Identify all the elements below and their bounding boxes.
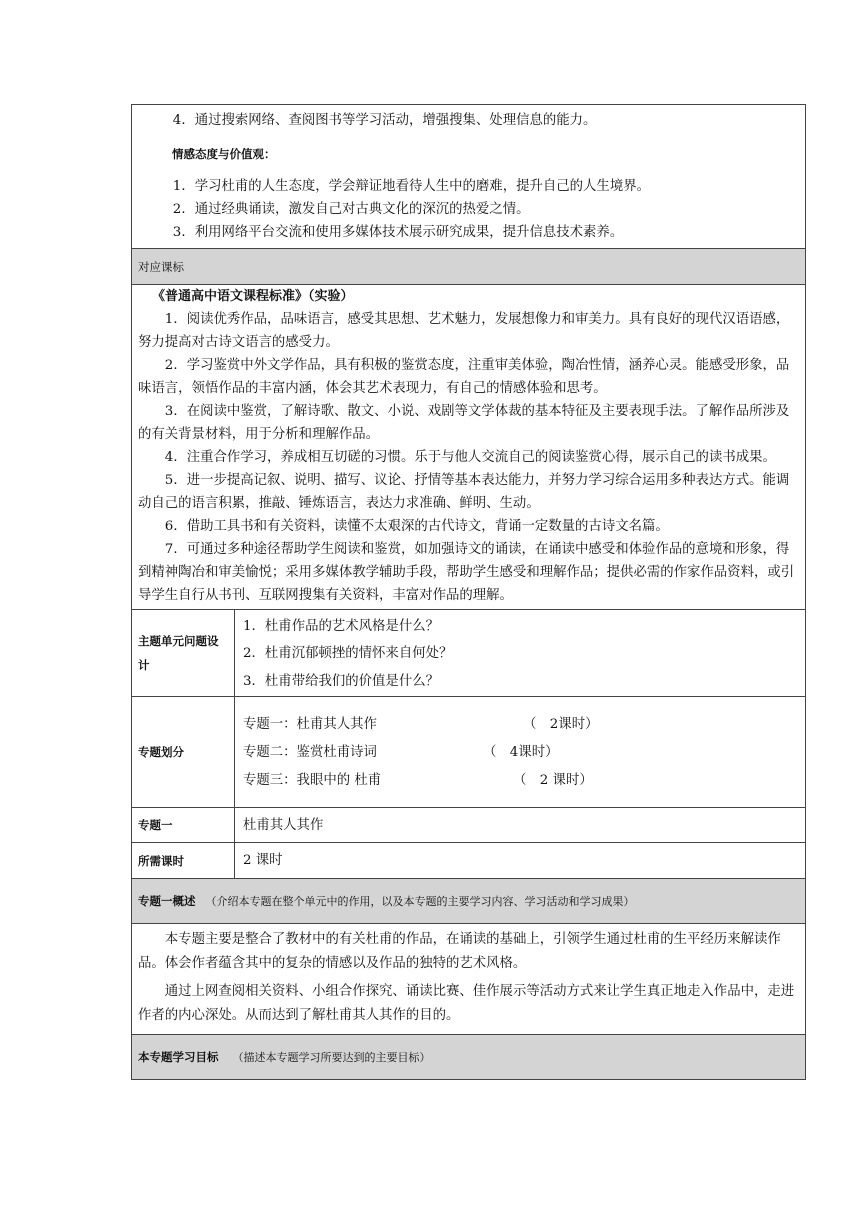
overview-paragraph: 本专题主要是整合了教材中的有关杜甫的作品，在诵读的基础上，引领学生通过杜甫的生平经历来解读作品。体会作者蕴含其中的复杂的情感以及作品的独特的艺术风格。	[138, 932, 781, 971]
question-item: 3．杜甫带给我们的价值是什么？	[243, 674, 439, 689]
emotion-heading: 情感态度与价值观：	[172, 146, 276, 161]
goals-label: 本专题学习目标	[138, 1050, 219, 1064]
standard-item: 5．进一步提高记叙、说明、描写、议论、抒情等基本表达能力，并努力学习综合运用多种表达方式。能调动自己的语言积累，推敲、锤炼语言，表达力求准确、鲜明、生动。	[138, 473, 790, 511]
question-item: 1．杜甫作品的艺术风格是什么？	[243, 619, 439, 634]
topic1-label: 专题一	[132, 808, 235, 842]
standard-item: 4．注重合作学习，养成相互切磋的习惯。乐于与他人交流自己的阅读鉴赏心得，展示自己的读书成果。	[164, 450, 776, 465]
standards-header: 对应课标	[138, 259, 184, 274]
standard-item: 2．学习鉴赏中外文学作品，具有积极的鉴赏态度，注重审美体验，陶冶性情，涵养心灵。能感受形象，品味语言，领悟作品的丰富内涵，体会其艺术表现力，有自己的情感体验和思考。	[138, 358, 790, 396]
topic1-value: 杜甫其人其作	[243, 817, 324, 833]
overview-note: （介绍本专题在整个单元中的作用，以及本专题的主要学习内容、学习活动和学习成果）	[205, 895, 635, 908]
emotion-item: 1．学习杜甫的人生态度，学会辩证地看待人生中的磨难，提升自己的人生境界。	[172, 179, 650, 194]
questions-list	[235, 610, 805, 696]
topics-row	[132, 697, 805, 808]
topic-hours: （ 2 课时）	[513, 773, 593, 788]
goals-header-row	[132, 1035, 805, 1079]
goals-note: （描述本专题学习所要达到的主要目标）	[232, 1051, 431, 1064]
questions-row	[132, 610, 805, 697]
emotion-item: 2．通过经典诵读，激发自己对古典文化的深沉的热爱之情。	[172, 202, 530, 217]
standard-item: 1．阅读优秀作品，品味语言，感受其思想、艺术魅力，发展想像力和审美力。具有良好的现代汉语语感，努力提高对古诗文语言的感受力。	[138, 312, 790, 350]
hours-value: 2 课时	[243, 853, 283, 868]
emotion-item: 3．利用网络平台交流和使用多媒体技术展示研究成果，提升信息技术素养。	[172, 225, 624, 240]
topic-hours: （ 2课时）	[523, 717, 599, 732]
overview-content	[132, 924, 805, 1035]
overview-paragraph: 通过上网查阅相关资料、小组合作探究、诵读比赛、佳作展示等活动方式来让学生真正地走入作品中，走进作者的内心深处。从而达到了解杜甫其人其作的目的。	[138, 984, 795, 1023]
standards-content	[132, 285, 805, 610]
lesson-plan-table	[131, 104, 806, 1080]
standard-item: 7．可通过多种途径帮助学生阅读和鉴赏，如加强诗文的诵读，在诵读中感受和体验作品的意境和形象，得到精神陶冶和审美愉悦；采用多媒体教学辅助手段，帮助学生感受和理解作品；提供必需的作家作品资料，或引导学生自行从书刊、互联网搜集有关资料，丰富对作品的理解。	[138, 542, 795, 603]
standard-item: 6．借助工具书和有关资料，读懂不太艰深的古代诗文，背诵一定数量的古诗文名篇。	[164, 519, 669, 534]
hours-label: 所需课时	[132, 843, 235, 878]
topic-item: 专题一：杜甫其人其作 （ 2课时）	[243, 711, 805, 739]
topic-hours: （ 4课时）	[483, 745, 559, 760]
topics-list	[235, 697, 805, 807]
overview-label: 专题一概述	[138, 894, 196, 908]
question-item: 2．杜甫沉郁顿挫的情怀来自何处？	[243, 646, 453, 661]
standard-item: 3．在阅读中鉴赏，了解诗歌、散文、小说、戏剧等文学体裁的基本特征及主要表现手法。了解作品所涉及的有关背景材料，用于分析和理解作品。	[138, 404, 790, 442]
standards-title: 《普通高中语文课程标准》（实验）	[152, 289, 354, 304]
hours-row	[132, 843, 805, 879]
topics-label: 专题划分	[132, 697, 235, 807]
topic-item: 专题二：鉴赏杜甫诗词 （ 4课时）	[243, 739, 805, 767]
overview-header-row	[132, 879, 805, 924]
objective-line: 4．通过搜索网络、查阅图书等学习活动，增强搜集、处理信息的能力。	[172, 113, 597, 128]
questions-label: 主题单元问题设计	[132, 610, 235, 696]
topic-item: 专题三：我眼中的 杜甫 （ 2 课时）	[243, 767, 805, 795]
objectives-continued	[132, 105, 805, 249]
topic1-row	[132, 808, 805, 843]
standards-header-row	[132, 249, 805, 285]
